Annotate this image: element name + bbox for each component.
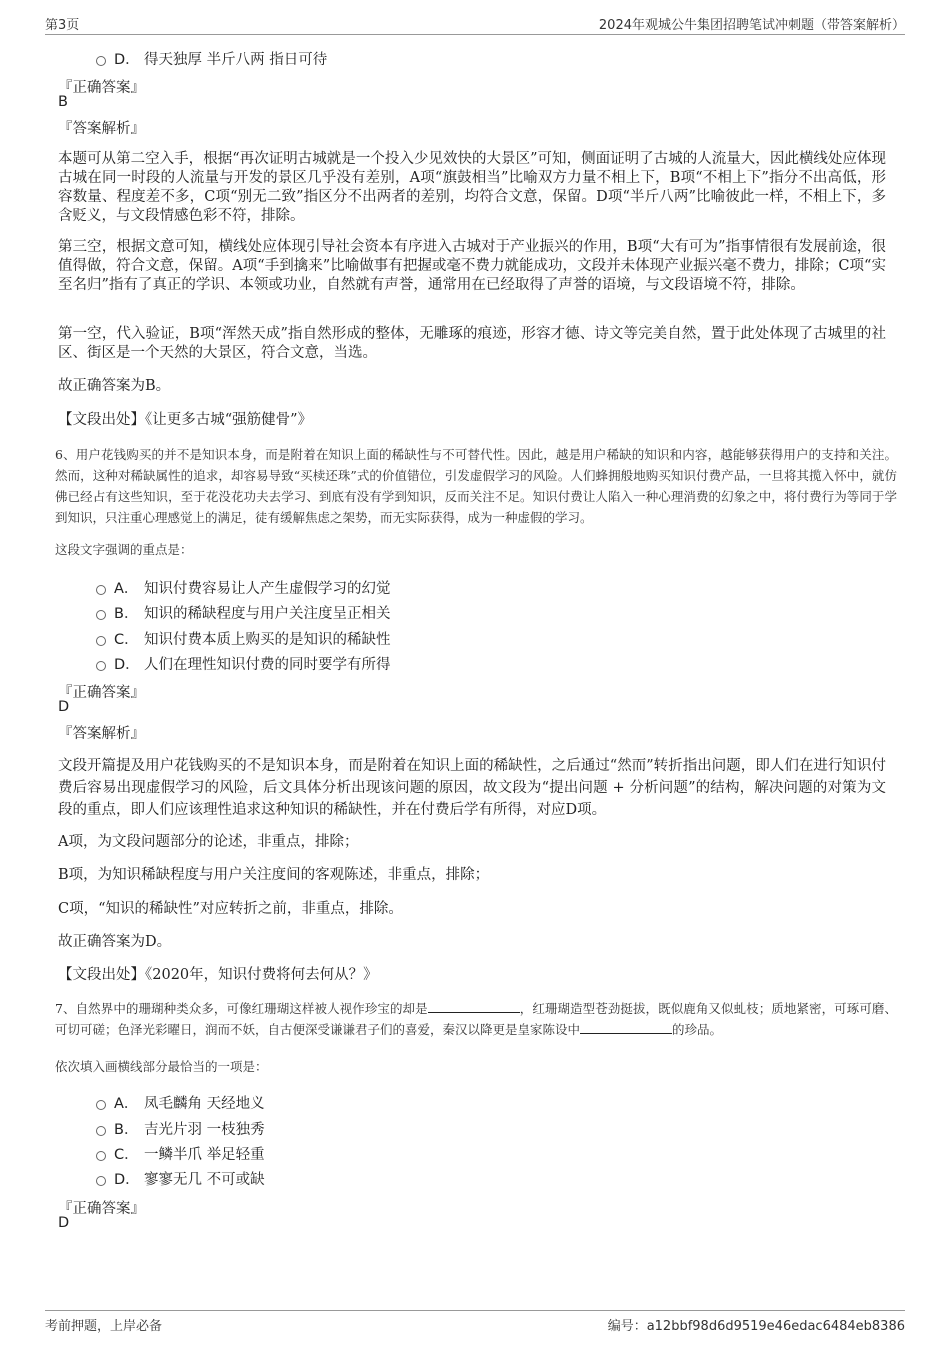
footer-serial: 编号：a12bbf98d6d9519e46edac6484eb8386 (607, 1319, 905, 1334)
q7-option-d[interactable]: D． 寥寥无几 不可或缺 (96, 1168, 265, 1189)
q6-option-d[interactable]: D． 人们在理性知识付费的同时要学有所得 (96, 653, 391, 674)
footer-slogan: 考前押题，上岸必备 (45, 1319, 163, 1334)
q5-answer-label: 『正确答案』 (58, 80, 145, 96)
q6-option-a[interactable]: A． 知识付费容易让人产生虚假学习的幻觉 (96, 577, 391, 598)
radio-icon[interactable] (96, 1151, 106, 1161)
q6-source: 【文段出处】《2020年，知识付费将何去何从？》 (58, 967, 378, 983)
q5-conclusion: 故正确答案为B。 (58, 378, 171, 394)
q7-answer-label: 『正确答案』 (58, 1201, 145, 1217)
page-number: 第3页 (45, 18, 80, 33)
q7-option-b[interactable]: B． 吉光片羽 一枝独秀 (96, 1118, 265, 1139)
q7-prompt: 依次填入画横线部分最恰当的一项是： (55, 1059, 268, 1074)
blank-line (428, 1000, 520, 1013)
q6-stem: 6、用户花钱购买的并不是知识本身，而是附着在知识上面的稀缺性与不可替代性。因此，越是用户稀缺的知识和内容，越能够获得用户的支持和关注。然而，这种对稀缺属性的追求，却容易导致“买椟还珠”式的价值错位，引发虚假学习的风险。人们蜂拥般地购买知识付费产品，一旦将其揽入怀中，就仿佛已经占有这些知识，至于花没花功夫去学习、到底有没有学到知识，反而关注不足。知识付费让人陷入一种心理消费的幻象之中，将付费行为等同于学到知识，只注重心理感觉上的满足，徒有缓解焦虑之架势，而无实际获得，成为一种虚假的学习。 (55, 447, 897, 525)
radio-icon[interactable] (96, 1126, 106, 1136)
radio-icon[interactable] (96, 661, 106, 671)
radio-icon[interactable] (96, 56, 106, 66)
q6-analysis-label: 『答案解析』 (58, 726, 145, 742)
document-title: 2024年观城公牛集团招聘笔试冲刺题（带答案解析） (598, 18, 905, 33)
q6-analysis-para: C项，“知识的稀缺性”对应转折之前，非重点，排除。 (58, 901, 403, 917)
radio-icon[interactable] (96, 636, 106, 646)
q6-answer-label: 『正确答案』 (58, 685, 145, 701)
q6-option-c[interactable]: C． 知识付费本质上购买的是知识的稀缺性 (96, 628, 391, 649)
q7-option-c[interactable]: C． 一鳞半爪 举足轻重 (96, 1143, 265, 1164)
q5-analysis-para: 第三空，根据文意可知，横线处应体现引导社会资本有序进入古城对于产业振兴的作用，B项“大有可为”指事情很有发展前途，很值得做，符合文意，保留。A项“手到擒来”比喻做事有把握或毫不费力就能成功，文段并未体现产业振兴毫不费力，排除；C项“实至名归”指有了真正的学识、本领或功业，自然就有声誉，通常用在已经取得了声誉的语境，与文段语境不符，排除。 (58, 239, 886, 293)
q5-analysis-para: 本题可从第二空入手，根据“再次证明古城就是一个投入少见效快的大景区”可知，侧面证明了古城的人流量大，因此横线处应体现古城在同一时段的人流量与开发的景区几乎没有差别，A项“旗鼓相当”比喻双方力量不相上下，B项“不相上下”指分不出高低，形容数量、程度差不多，C项“别无二致”指区分不出两者的差别，均符合文意，保留。D项“半斤八两”比喻彼此一样，不相上下，多含贬义，与文段情感色彩不符，排除。 (58, 151, 886, 224)
q6-analysis-para: B项，为知识稀缺程度与用户关注度间的客观陈述，非重点，排除； (58, 867, 490, 883)
radio-icon[interactable] (96, 1100, 106, 1110)
q6-option-b[interactable]: B． 知识的稀缺程度与用户关注度呈正相关 (96, 602, 391, 623)
page-header (45, 12, 905, 35)
q6-analysis-para: A项，为文段问题部分的论述，非重点，排除； (58, 834, 359, 850)
radio-icon[interactable] (96, 585, 106, 595)
q5-analysis-label: 『答案解析』 (58, 121, 145, 137)
q7-answer: D (58, 1215, 70, 1231)
q7-option-a[interactable]: A． 凤毛麟角 天经地义 (96, 1092, 265, 1113)
q7-stem: 7、自然界中的珊瑚种类众多，可像红珊瑚这样被人视作珍宝的却是 ，红珊瑚造型苍劲挺拔，既似鹿角又似虬枝；质地紧密，可琢可磨、可切可磋；色泽光彩曜日，润而不妖，自古便深受谦谦君子们的喜爱，秦汉以降更是皇家陈设中 的珍品。 (55, 1001, 897, 1037)
q6-answer: D (58, 699, 70, 715)
q6-conclusion: 故正确答案为D。 (58, 934, 172, 950)
radio-icon[interactable] (96, 610, 106, 620)
page-footer (45, 1310, 905, 1337)
q5-answer: B (58, 94, 68, 110)
q5-source: 【文段出处】《让更多古城“强筋健骨”》 (58, 412, 313, 428)
radio-icon[interactable] (96, 1176, 106, 1186)
q6-analysis-para: 文段开篇提及用户花钱购买的不是知识本身，而是附着在知识上面的稀缺性，之后通过“然而”转折指出问题，即人们在进行知识付费后容易出现虚假学习的风险，后文具体分析出现该问题的原因，故文段为“提出问题 + 分析问题”的结构，解决问题的对策为文段的重点，即人们应该理性追求这种知识的稀缺性，并在付费后学有所得，对应D项。 (58, 758, 886, 818)
q5-analysis-para: 第一空，代入验证，B项“浑然天成”指自然形成的整体，无雕琢的痕迹，形容才德、诗文等完美自然，置于此处体现了古城里的社区、街区是一个天然的大景区，符合文意，当选。 (58, 326, 886, 361)
q5-option-d[interactable]: D． 得天独厚 半斤八两 指日可待 (96, 48, 327, 69)
blank-line (580, 1021, 672, 1034)
q6-prompt: 这段文字强调的重点是： (55, 542, 193, 557)
